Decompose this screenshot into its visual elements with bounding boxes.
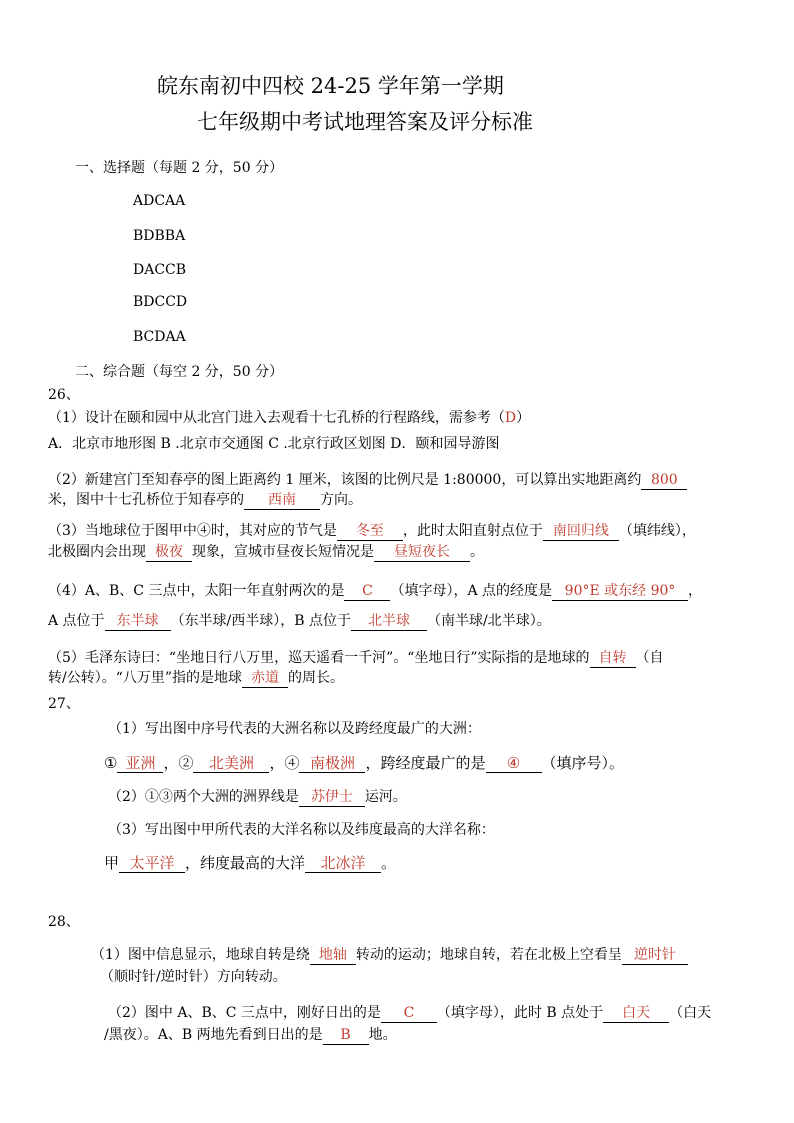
title-line-2: 七年级期中考试地理答案及评分标准 <box>197 110 533 134</box>
q28-part-1-line-2: （顺时针/逆时针）方向转动。 <box>100 969 287 985</box>
q27-highest-latitude-ocean-answer: 北冰洋 <box>305 854 381 873</box>
q26-part-4-line-2: A 点位于 东半球 （东半球/西半球），B 点位于 北半球 （南半球/北半球）。 <box>48 613 551 629</box>
q26-equator-answer: 赤道 <box>242 669 288 688</box>
mc-answer-row-3: DACCB <box>133 262 187 278</box>
mc-answer-row-1: ADCAA <box>133 193 186 209</box>
q27-canal-answer: 苏伊士 <box>299 788 365 807</box>
q28-part-2-line-2: /黑夜）。A、B 两地先看到日出的是 B 地。 <box>104 1027 397 1043</box>
q26-part-1-options: A．北京市地形图 B .北京市交通图 C .北京行政区划图 D．颐和园导游图 <box>48 436 500 452</box>
q27-part-3: （3）写出图中甲所代表的大洋名称以及纬度最高的大洋名称： <box>108 822 495 838</box>
mc-answer-row-2: BDBBA <box>133 228 186 244</box>
q26-longitude-answer: 90°E 或东经 90° <box>552 582 688 601</box>
q26-direct-twice-answer: C <box>344 582 390 601</box>
q28-axis-answer: 地轴 <box>310 946 356 965</box>
q26-part-2-line-2: 米，图中十七孔桥位于知春亭的 西南 方向。 <box>48 492 362 508</box>
q26-day-length-answer: 昼短夜长 <box>374 543 470 562</box>
q26-number: 26、 <box>48 387 80 403</box>
q27-part-3-answers: 甲 太平洋 ，纬度最高的大洋 北冰洋 。 <box>104 854 397 872</box>
q26-part-5-line-2: 转/公转）。“八万里”指的是地球 赤道 的周长。 <box>48 670 345 686</box>
q26-part-1-answer: D <box>504 410 517 426</box>
q26-part-3-line-1: （3）当地球位于图甲中④时，其对应的节气是 冬至 ，此时太阳直射点位于 南回归线 （填纬线）， <box>48 523 696 539</box>
q28-part-2-line-1: （2）图中 A、B、C 三点中，刚好日出的是 C （填字母），此时 B 点处于 白天 （白天 <box>108 1005 712 1021</box>
q28-sunrise-answer: C <box>381 1004 437 1023</box>
q28-day-night-answer: 白天 <box>603 1004 669 1023</box>
q26-part-4-line-1: （4）A、B、C 三点中，太阳一年直射两次的是 C （填字母），A 点的经度是 90°E 或东经 90° ， <box>48 583 703 599</box>
q27-widest-longitude-answer: ④ <box>486 754 542 773</box>
q27-part-1-answers: ① 亚洲 ，② 北美洲 ，④ 南极洲 ，跨经度最广的是 ④ （填序号）。 <box>104 754 625 772</box>
mc-answer-row-5: BCDAA <box>133 329 186 345</box>
q28-number: 28、 <box>48 914 80 930</box>
q27-number: 27、 <box>48 696 80 712</box>
q26-rotation-answer: 自转 <box>590 649 636 668</box>
q26-part-3-line-2: 北极圈内会出现 极夜 现象，宣城市昼夜长短情况是 昼短夜长 。 <box>48 544 484 560</box>
q27-part-2: （2）①③两个大洲的洲界线是 苏伊士 运河。 <box>108 789 407 805</box>
q26-polar-phenomenon-answer: 极夜 <box>146 543 192 562</box>
q26-distance-answer: 800 <box>641 471 687 490</box>
q26-solar-term-answer: 冬至 <box>337 522 403 541</box>
q27-continent-4-answer: 南极洲 <box>299 754 365 773</box>
q27-continent-2-answer: 北美洲 <box>193 754 269 773</box>
title-line-1: 皖东南初中四校 24-25 学年第一学期 <box>157 74 504 98</box>
q26-direct-point-answer: 南回归线 <box>543 522 619 541</box>
section-2-heading: 二、综合题（每空 2 分，50 分） <box>75 364 284 380</box>
mc-answer-row-4: BDCCD <box>133 294 188 310</box>
q27-ocean-jia-answer: 太平洋 <box>119 854 185 873</box>
q28-part-1-line-1: （1）图中信息显示，地球自转是绕 地轴 转动的运动；地球自转，若在北极上空看呈 逆时针 <box>91 945 688 965</box>
q28-direction-answer: 逆时针 <box>622 946 688 965</box>
q26-direction-answer: 西南 <box>244 491 320 510</box>
q26-part-5-line-1: （5）毛泽东诗曰：“坐地日行八万里，巡天遥看一千河”。“坐地日行”实际指的是地球的 自转 （自 <box>48 650 664 666</box>
q26-b-hemisphere-answer: 北半球 <box>351 612 427 631</box>
q26-part-1: （1）设计在颐和园中从北宫门进入去观看十七孔桥的行程路线，需参考（D） <box>48 410 531 426</box>
q27-continent-1-answer: 亚洲 <box>117 754 163 773</box>
q26-a-hemisphere-answer: 东半球 <box>105 612 171 631</box>
q27-part-1: （1）写出图中序号代表的大洲名称以及跨经度最广的大洲： <box>108 721 481 737</box>
q28-first-sunrise-answer: B <box>323 1026 369 1045</box>
section-1-heading: 一、选择题（每题 2 分，50 分） <box>75 160 284 176</box>
q26-part-2-line-1: （2）新建宫门至知春亭的图上距离约 1 厘米，该图的比例尺是 1:80000，可以算出实地距离约 800 <box>48 470 687 490</box>
